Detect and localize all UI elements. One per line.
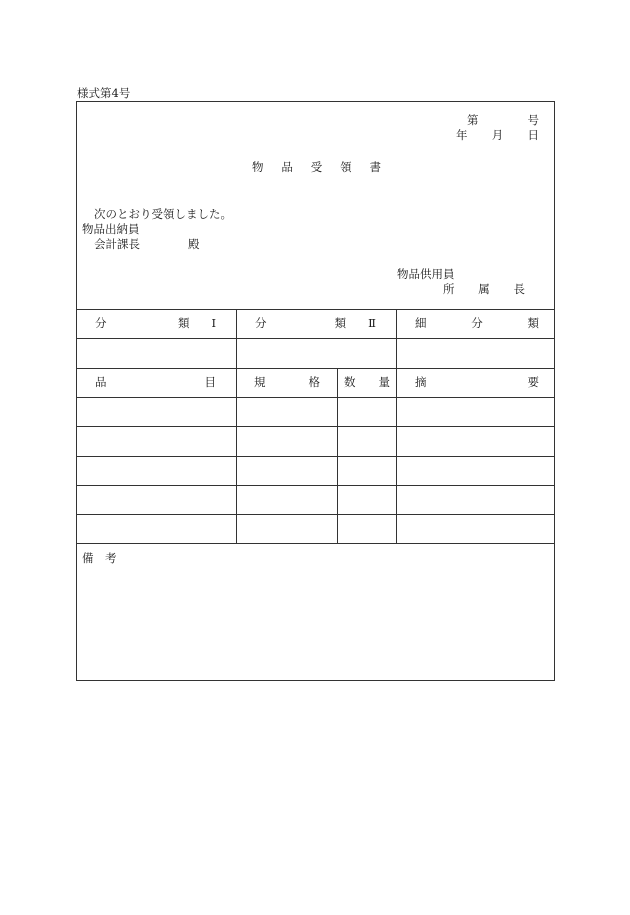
header-char-group	[178, 318, 216, 330]
table-rule	[77, 338, 554, 339]
header-char: 類	[527, 316, 539, 330]
table-rule	[77, 456, 554, 457]
header-quantity	[344, 377, 390, 389]
header-char: 細	[415, 316, 427, 330]
document-title	[252, 162, 381, 174]
header-char: 目	[204, 375, 216, 389]
header-class-2	[255, 318, 376, 330]
number-suffix: 号	[527, 113, 539, 127]
table-bottom-rule	[77, 543, 554, 544]
table-rule	[77, 397, 554, 398]
header-char: 量	[378, 375, 390, 389]
header-char: Ⅰ	[211, 316, 216, 330]
header-char: 分	[95, 316, 107, 330]
header-char: 数	[344, 375, 356, 389]
header-char: 分	[471, 316, 483, 330]
affiliation-char: 属	[478, 282, 490, 296]
header-class-1	[95, 318, 216, 330]
header-char: 格	[308, 375, 320, 389]
date-month: 月	[491, 128, 504, 142]
header-char: 要	[527, 375, 539, 389]
date-year: 年	[456, 128, 468, 142]
header-char: 規	[254, 375, 266, 389]
title-char: 品	[281, 160, 293, 174]
table-rule	[77, 368, 554, 369]
header-char: 分	[255, 316, 267, 330]
affiliation-char: 長	[513, 282, 525, 296]
recipient-title: 物品出納員	[82, 222, 140, 236]
table-rule	[77, 514, 554, 515]
header-char: 品	[95, 375, 107, 389]
sender-title: 物品供用員	[397, 267, 455, 281]
header-item	[95, 377, 216, 389]
recipient-honorific: 殿	[188, 237, 200, 251]
date-day: 日	[527, 128, 539, 142]
column-divider	[236, 309, 237, 543]
affiliation-char: 所	[443, 282, 455, 296]
header-char: Ⅱ	[368, 316, 376, 330]
header-subclass	[415, 318, 539, 330]
column-divider	[337, 368, 338, 543]
header-char: 摘	[415, 375, 427, 389]
header-spec	[254, 377, 320, 389]
document-number-line	[467, 115, 539, 127]
receipt-form	[76, 101, 555, 681]
table-rule	[77, 485, 554, 486]
title-char: 書	[369, 160, 381, 174]
header-char: 類	[334, 316, 347, 330]
number-prefix: 第	[467, 113, 479, 127]
title-char: 受	[310, 160, 323, 174]
recipient-name: 会計課長	[94, 237, 140, 251]
table-top-rule	[77, 309, 554, 310]
title-char: 領	[340, 160, 352, 174]
remarks-label: 備 考	[82, 551, 117, 565]
header-char-group	[335, 318, 376, 330]
sender-affiliation	[443, 284, 525, 296]
header-summary	[415, 377, 539, 389]
form-number: 様式第4号	[77, 86, 131, 100]
title-char: 物	[252, 160, 264, 174]
header-char: 類	[177, 316, 190, 330]
date-line	[456, 130, 539, 142]
body-text: 次のとおり受領しました。	[94, 207, 232, 221]
column-divider	[396, 309, 397, 543]
table-rule	[77, 426, 554, 427]
